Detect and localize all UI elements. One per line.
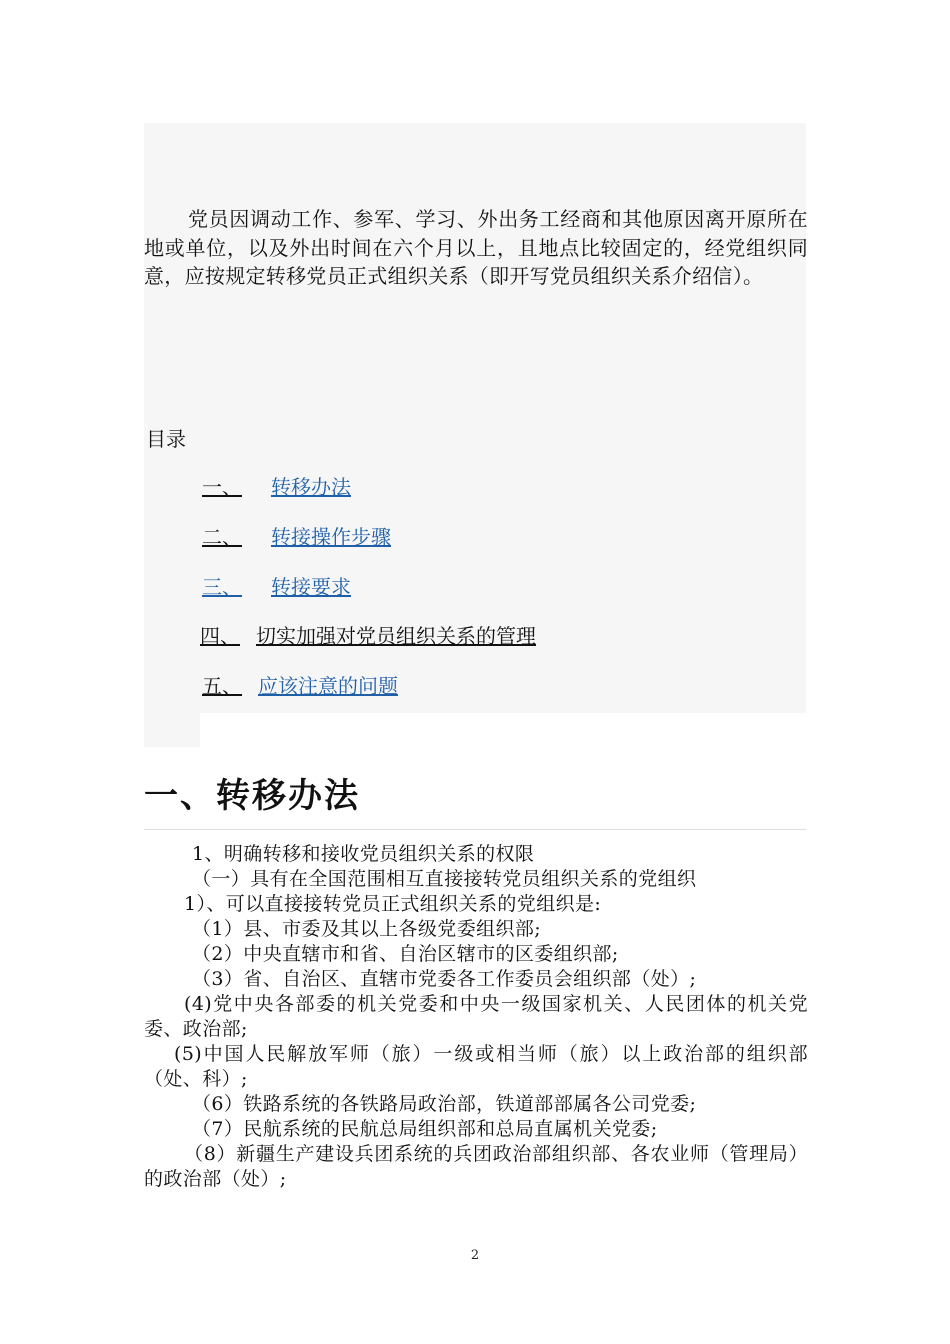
body-line: 1、明确转移和接收党员组织关系的权限 <box>192 843 535 865</box>
toc-title: 目录 <box>146 427 186 451</box>
body-line: （8）新疆生产建设兵团系统的兵团政治部组织部、各农业师（管理局）的政治部（处）; <box>144 1143 808 1190</box>
toc-link-transfer-method[interactable]: 转移办法 <box>271 475 351 499</box>
toc-item-number: 四、 <box>200 624 240 648</box>
body-line: （1）县、市委及其以上各级党委组织部; <box>192 918 542 940</box>
page-number: 2 <box>470 1248 480 1263</box>
toc-item-number: 五、 <box>202 674 242 698</box>
toc-link-management[interactable]: 切实加强对党员组织关系的管理 <box>256 624 536 648</box>
toc-item-1[interactable] <box>202 473 351 501</box>
toc-link-issues[interactable]: 应该注意的问题 <box>258 674 398 698</box>
body-line: （2）中央直辖市和省、自治区辖市的区委组织部; <box>192 943 619 965</box>
section-body <box>144 842 808 1192</box>
toc-item-number: 一、 <box>202 475 242 499</box>
body-line: 1）、可以直接接转党员正式组织关系的党组织是: <box>184 893 602 915</box>
toc-item-3[interactable] <box>202 573 351 601</box>
body-line: (4)党中央各部委的机关党委和中央一级国家机关、人民团体的机关党委、政治部; <box>144 993 808 1040</box>
toc-item-number: 三、 <box>202 575 242 599</box>
body-line: （一）具有在全国范围相互直接接转党员组织关系的党组织 <box>192 868 697 890</box>
body-line: （7）民航系统的民航总局组织部和总局直属机关党委; <box>192 1118 658 1140</box>
toc-item-2[interactable] <box>202 523 391 551</box>
toc-item-number: 二、 <box>202 525 242 549</box>
body-line: (5)中国人民解放军师（旅）一级或相当师（旅）以上政治部的组织部（处、科）; <box>144 1043 808 1090</box>
shaded-block-left <box>144 675 200 747</box>
toc-link-operation-steps[interactable]: 转接操作步骤 <box>271 525 391 549</box>
heading-divider <box>144 829 806 830</box>
toc-link-requirements[interactable]: 转接要求 <box>271 575 351 599</box>
body-line: （6）铁路系统的各铁路局政治部，铁道部部属各公司党委; <box>192 1093 697 1115</box>
intro-paragraph: 党员因调动工作、参军、学习、外出务工经商和其他原因离开原所在地或单位，以及外出时间在六个月以上，且地点比较固定的，经党组织同意，应按规定转移党员正式组织关系（即开写党员组织关系介绍信）。 <box>144 207 808 288</box>
body-line: （3）省、自治区、直辖市党委各工作委员会组织部（处）; <box>192 968 697 990</box>
toc-item-4[interactable] <box>200 622 536 650</box>
section-heading: 一、转移办法 <box>144 776 360 816</box>
toc-item-5[interactable] <box>202 672 398 700</box>
